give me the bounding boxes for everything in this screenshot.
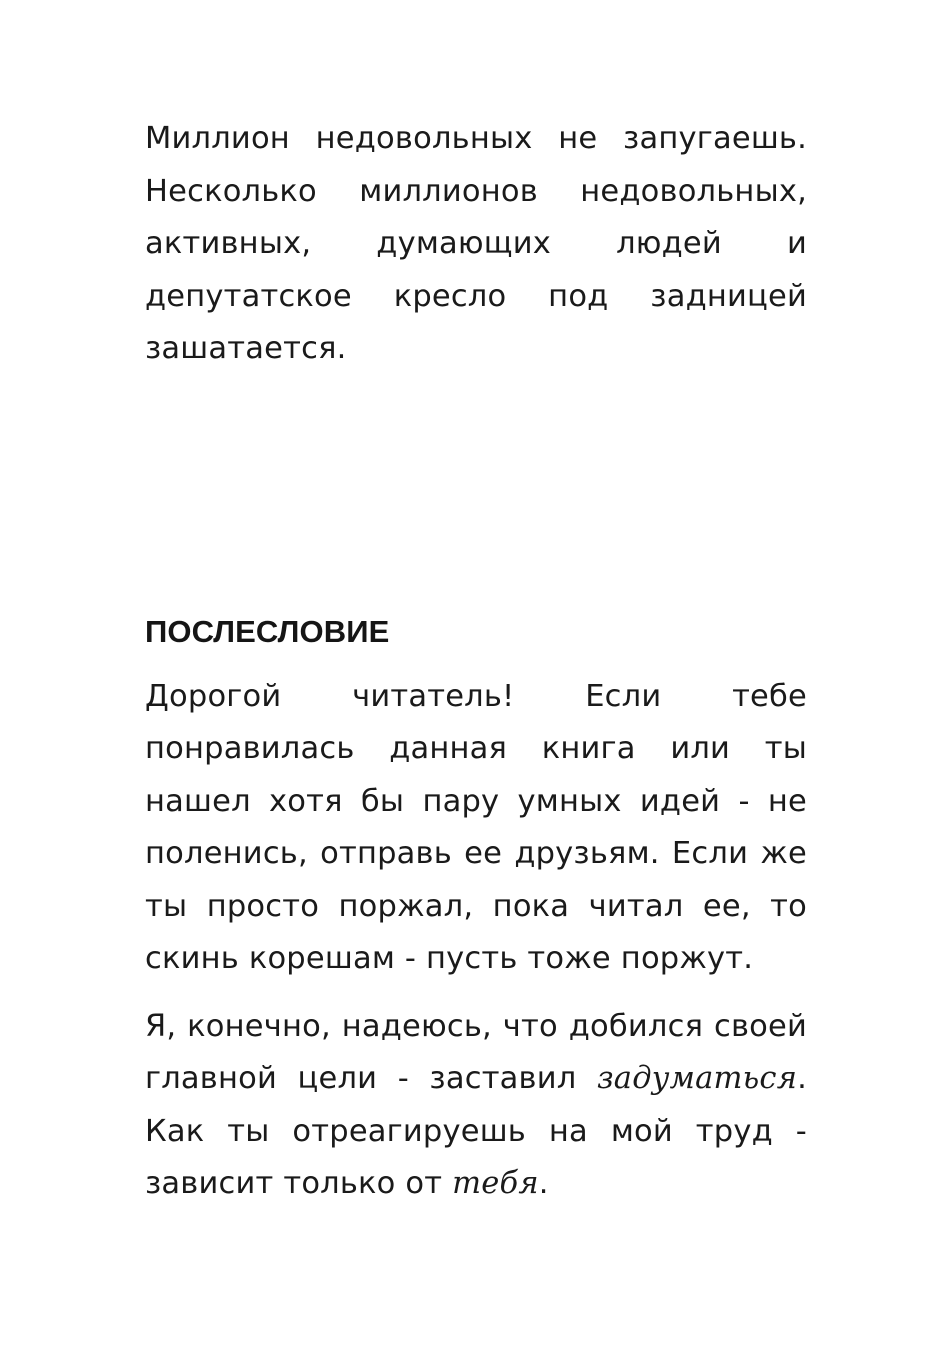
page-content <box>145 113 807 1211</box>
afterword-paragraph-2-text-1: Я, конечно, надеюсь, что добился своей главной цели - заставил <box>145 1008 807 1096</box>
afterword-paragraph-2 <box>145 1001 807 1211</box>
emphasis-you: тебя <box>452 1166 539 1201</box>
afterword-paragraph-2-text-2: . Как ты отреагируешь на мой труд - зависит только от <box>145 1061 807 1201</box>
emphasis-think: задуматься <box>596 1061 798 1096</box>
afterword-paragraph-1: Дорогой читатель! Если тебе понравилась данная книга или ты нашел хотя бы пару умных идей - не поленись, отправь ее друзьям. Если же ты просто поржал, пока читал ее, то скинь корешам - пусть тоже поржут. <box>145 678 807 976</box>
opening-paragraph: Миллион недовольных не запугаешь. Несколько миллионов недовольных, активных, думающих людей и депутатское кресло под задницей зашатается. <box>145 121 807 366</box>
section-gap <box>145 376 807 607</box>
afterword-paragraph-2-text-3: . <box>538 1166 549 1201</box>
afterword-heading: ПОСЛЕСЛОВИЕ <box>145 613 390 649</box>
